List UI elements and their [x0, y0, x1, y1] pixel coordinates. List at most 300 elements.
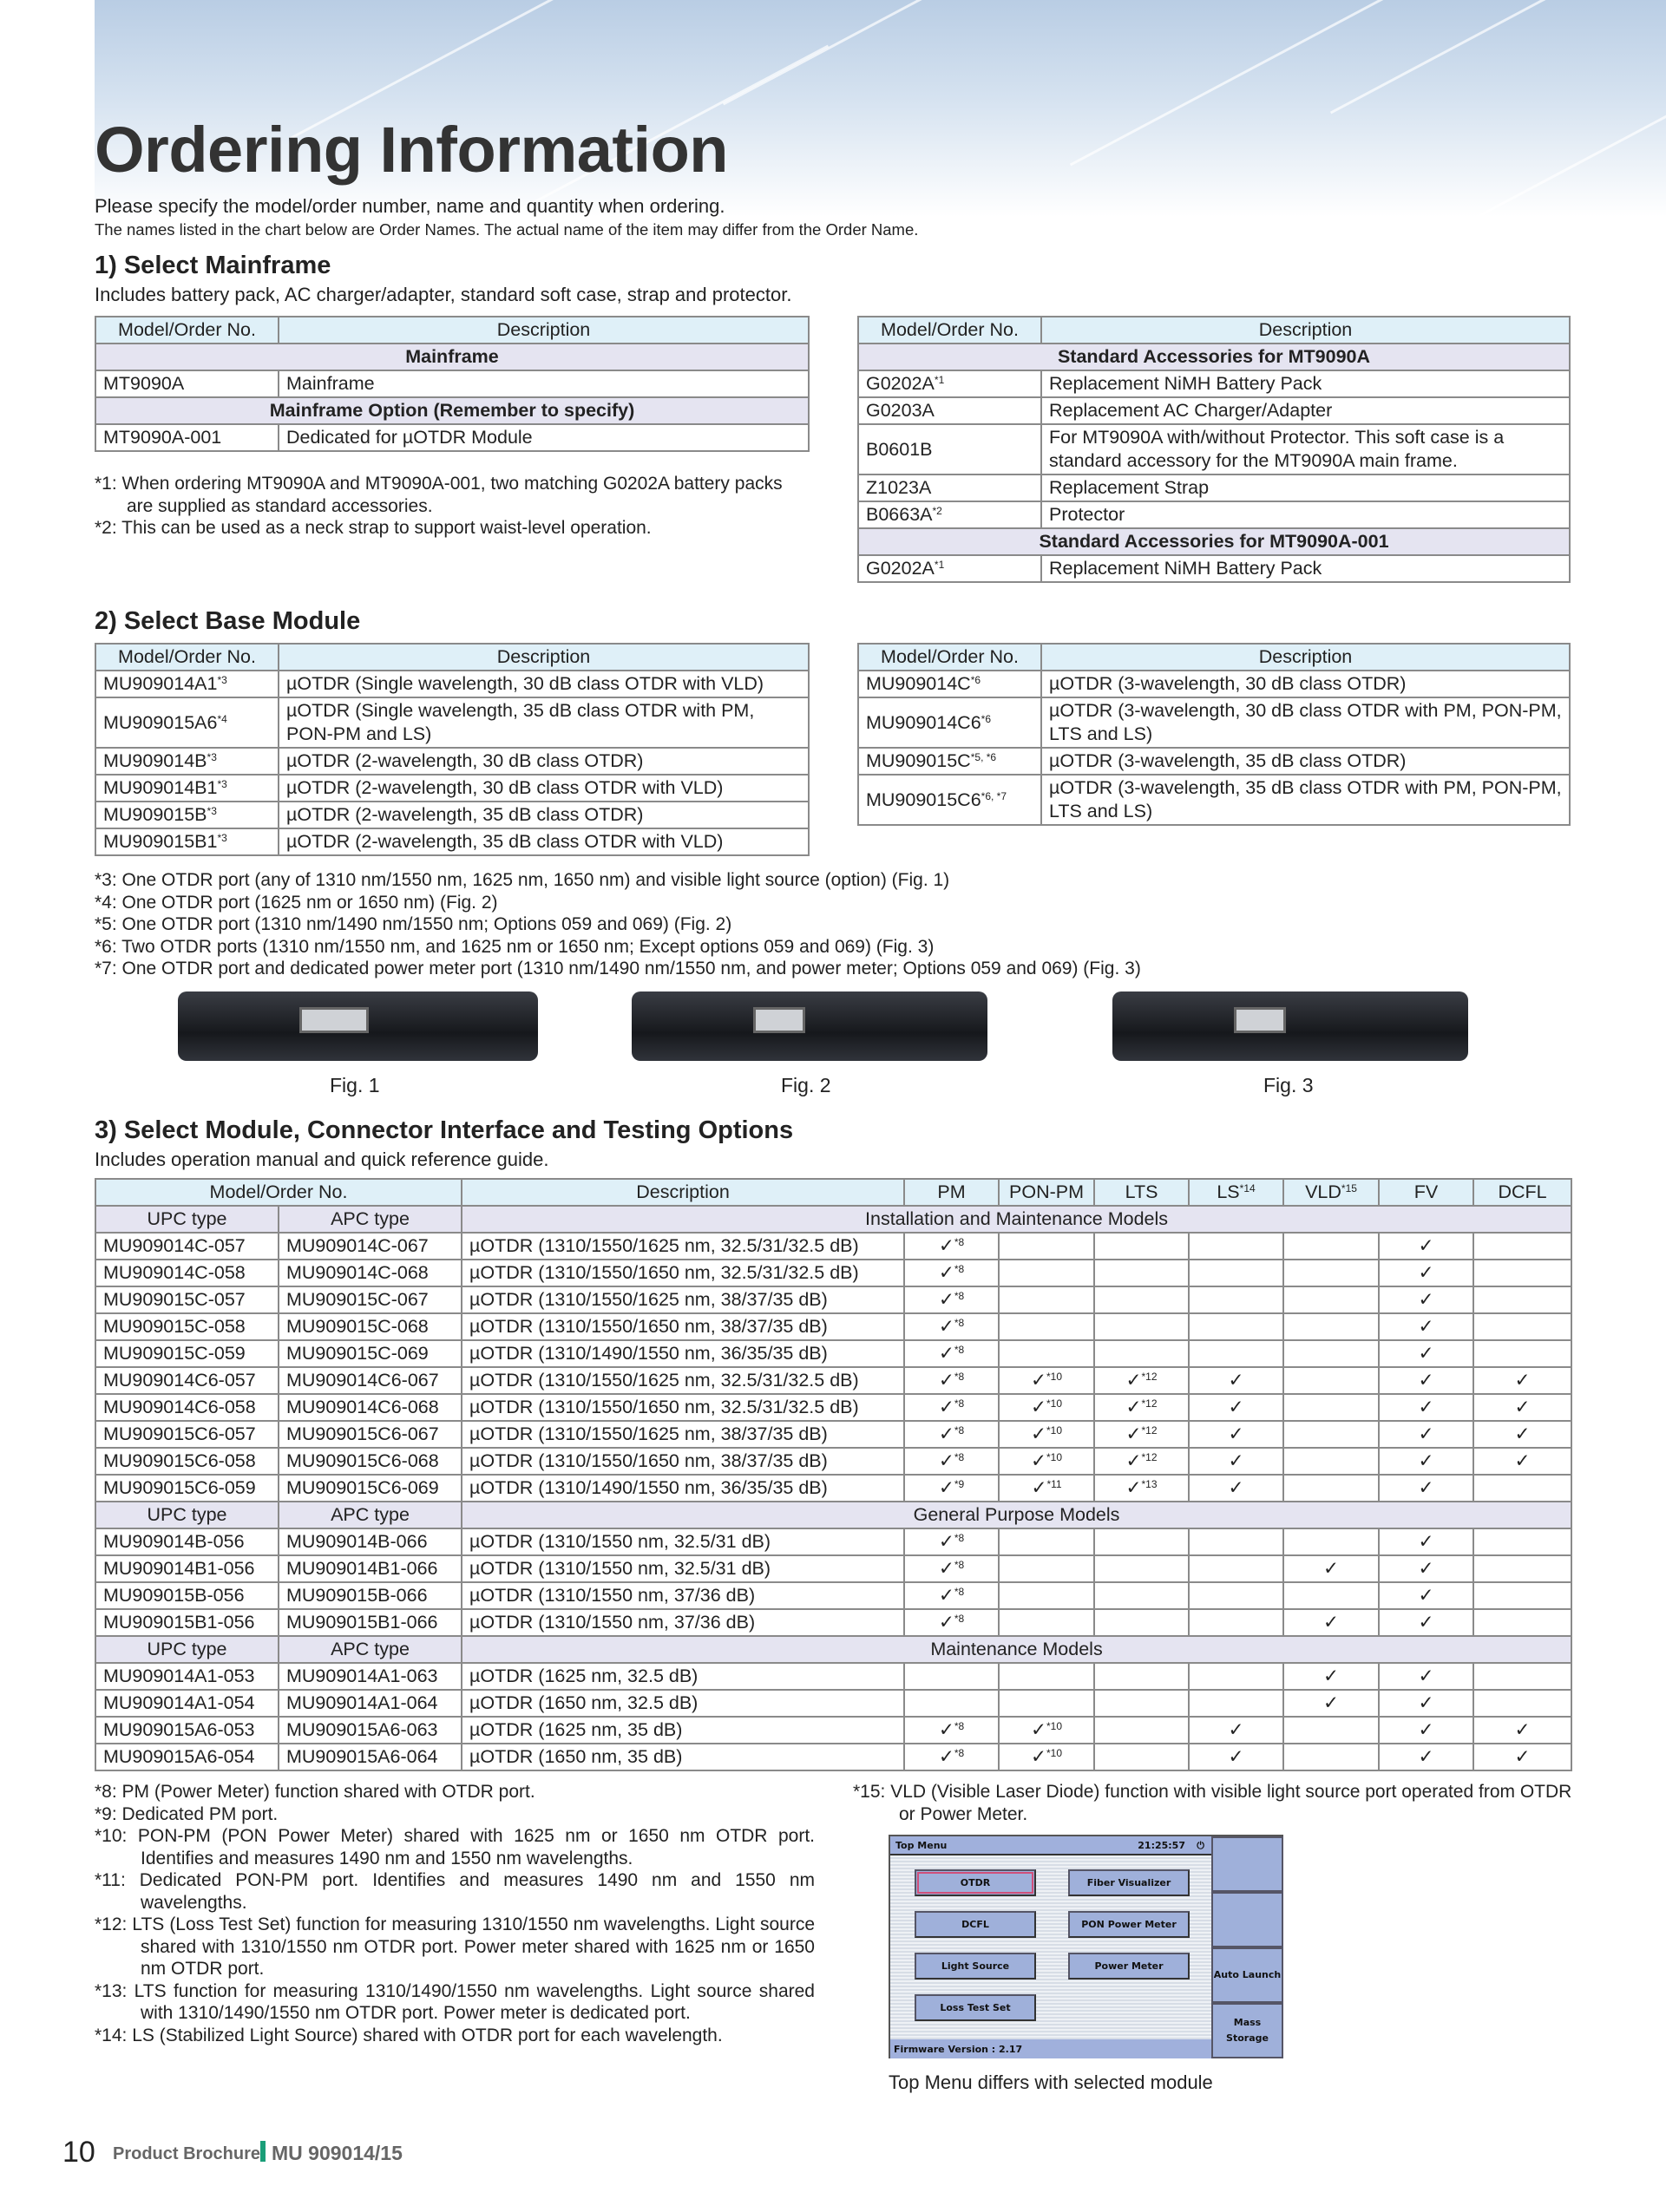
soft-key-2[interactable]	[1211, 1892, 1283, 1947]
model-number: MU909015A6	[103, 711, 218, 733]
option-cell-fv	[1379, 1286, 1473, 1313]
option-cell-ls	[1189, 1394, 1283, 1421]
option-cell-vld	[1283, 1286, 1379, 1313]
check-icon: ✓	[1323, 1666, 1340, 1686]
group-label: Maintenance Models	[462, 1636, 1571, 1663]
description-cell: µOTDR (3-wavelength, 35 dB class OTDR with PM, PON-PM, LTS and LS)	[1041, 775, 1570, 825]
option-name: DCFL	[1498, 1181, 1547, 1202]
option-cell-pm	[904, 1421, 999, 1448]
upc-model-cell: MU909014B-056	[95, 1528, 279, 1555]
section-1-subtext: Includes battery pack, AC charger/adapter, standard soft case, strap and protector.	[95, 284, 792, 305]
check-icon: ✓	[1418, 1746, 1434, 1767]
check-icon: ✓	[1418, 1397, 1434, 1417]
footnote-ref: *8	[954, 1424, 965, 1436]
option-cell-ls	[1189, 1313, 1283, 1340]
check-icon: ✓	[938, 1262, 954, 1283]
option-cell-pon-pm	[999, 1394, 1094, 1421]
option-cell-vld	[1283, 1475, 1379, 1502]
col-description-header: Description	[1041, 644, 1570, 671]
option-cell-vld	[1283, 1744, 1379, 1770]
footnote: *11: Dedicated PON-PM port. Identifies and measures 1490 nm and 1550 nm wavelengths.	[95, 1870, 815, 1913]
option-cell-pm	[904, 1340, 999, 1367]
group-label: Installation and Maintenance Models	[462, 1206, 1571, 1233]
footnote-ref: *3	[207, 751, 217, 763]
option-cell-dcfl	[1473, 1448, 1571, 1475]
footnote-ref: *3	[217, 778, 227, 790]
power-plug-icon: ⏻	[1197, 1840, 1204, 1851]
model-cell	[95, 697, 279, 748]
check-icon: ✓	[938, 1531, 954, 1552]
footnote-ref: *3	[217, 674, 227, 686]
description-cell: µOTDR (1310/1550 nm, 37/36 dB)	[462, 1582, 904, 1609]
col-fv-header	[1379, 1179, 1473, 1206]
group-label: Standard Accessories for MT9090A	[858, 344, 1570, 370]
description-cell: µOTDR (1310/1490/1550 nm, 36/35/35 dB)	[462, 1475, 904, 1502]
option-cell-ls	[1189, 1663, 1283, 1690]
option-cell-ls	[1189, 1528, 1283, 1555]
footnote: *3: One OTDR port (any of 1310 nm/1550 nm, 1625 nm, 1650 nm) and visible light source (option) (Fig. 1)	[95, 870, 950, 890]
description-cell: µOTDR (1625 nm, 32.5 dB)	[462, 1663, 904, 1690]
option-cell-lts	[1094, 1394, 1189, 1421]
option-cell-fv	[1379, 1421, 1473, 1448]
option-cell-pm	[904, 1609, 999, 1636]
option-cell-vld	[1283, 1313, 1379, 1340]
check-icon: ✓	[938, 1746, 954, 1767]
check-icon: ✓	[1418, 1450, 1434, 1471]
check-icon: ✓	[938, 1370, 954, 1391]
apc-model-cell: MU909015C-069	[279, 1340, 462, 1367]
option-cell-dcfl	[1473, 1717, 1571, 1744]
table-row	[95, 802, 809, 828]
table-row	[858, 474, 1570, 501]
upc-model-cell: MU909015A6-054	[95, 1744, 279, 1770]
section-2-notes	[95, 869, 1570, 980]
option-cell-pon-pm	[999, 1528, 1094, 1555]
screen-button-dcfl[interactable]: DCFL	[915, 1911, 1036, 1938]
col-vld-header	[1283, 1179, 1379, 1206]
soft-key-1[interactable]	[1211, 1836, 1283, 1892]
table-row	[95, 748, 809, 775]
check-icon: ✓	[1418, 1316, 1434, 1337]
option-cell-pon-pm	[999, 1421, 1094, 1448]
option-cell-pon-pm	[999, 1555, 1094, 1582]
screen-button-light-source[interactable]: Light Source	[915, 1953, 1036, 1980]
fig-3-image	[1112, 991, 1468, 1061]
check-icon: ✓	[1418, 1370, 1434, 1391]
footnote-ref: *8	[954, 1720, 965, 1732]
model-cell	[95, 802, 279, 828]
option-cell-vld	[1283, 1717, 1379, 1744]
col-description-header: Description	[462, 1179, 904, 1206]
option-cell-lts	[1094, 1286, 1189, 1313]
table-row	[858, 555, 1570, 582]
model-number: MU909014A1	[103, 673, 218, 694]
footnote-ref: *6	[981, 712, 992, 725]
group-label: Mainframe	[95, 344, 809, 370]
check-icon: ✓	[1228, 1370, 1244, 1391]
option-cell-pm	[904, 1555, 999, 1582]
description-cell: µOTDR (2-wavelength, 30 dB class OTDR with VLD)	[279, 775, 809, 802]
footnote-ref: *10	[1046, 1720, 1063, 1732]
option-cell-fv	[1379, 1744, 1473, 1770]
table-row	[95, 1421, 1571, 1448]
footnote: *1: When ordering MT9090A and MT9090A-001, two matching G0202A battery packs are supplied as standard accessories.	[95, 474, 783, 516]
option-cell-pm	[904, 1260, 999, 1286]
footnote-ref: *12	[1141, 1424, 1158, 1436]
option-cell-lts	[1094, 1717, 1189, 1744]
model-number: MU909014B1	[103, 777, 218, 798]
model-cell	[858, 424, 1041, 474]
check-icon: ✓	[1323, 1558, 1340, 1579]
description-cell: Replacement NiMH Battery Pack	[1041, 555, 1570, 582]
option-cell-ls	[1189, 1340, 1283, 1367]
option-cell-pon-pm	[999, 1286, 1094, 1313]
option-cell-fv	[1379, 1340, 1473, 1367]
option-cell-pm	[904, 1744, 999, 1770]
footnote-ref: *8	[954, 1613, 965, 1625]
section-1-heading: 1) Select Mainframe	[95, 252, 331, 279]
apc-model-cell: MU909014A1-063	[279, 1663, 462, 1690]
option-cell-pm	[904, 1582, 999, 1609]
option-cell-pm	[904, 1313, 999, 1340]
option-cell-lts	[1094, 1663, 1189, 1690]
screen-button-loss-test-set[interactable]: Loss Test Set	[915, 1994, 1036, 2021]
upc-model-cell: MU909014C6-058	[95, 1394, 279, 1421]
option-cell-dcfl	[1473, 1582, 1571, 1609]
footnote-ref: *6	[970, 674, 981, 686]
description-cell: µOTDR (Single wavelength, 30 dB class OTDR with VLD)	[279, 671, 809, 697]
footnote-ref: *8	[954, 1451, 965, 1463]
option-cell-vld	[1283, 1233, 1379, 1260]
soft-key-3[interactable]: Auto Launch	[1211, 1947, 1283, 2003]
option-cell-pm	[904, 1394, 999, 1421]
option-name: VLD	[1305, 1181, 1341, 1202]
option-cell-pm	[904, 1448, 999, 1475]
footer-accent-bar	[260, 2141, 266, 2162]
option-cell-fv	[1379, 1448, 1473, 1475]
footnote-ref: *8	[954, 1236, 965, 1248]
footnote-ref: *8	[954, 1559, 965, 1571]
check-icon: ✓	[1228, 1719, 1244, 1740]
screen-button-otdr[interactable]: OTDR	[915, 1869, 1036, 1896]
header-row	[95, 644, 809, 671]
upc-model-cell: MU909015B1-056	[95, 1609, 279, 1636]
table-row	[95, 1663, 1571, 1690]
option-cell-lts	[1094, 1609, 1189, 1636]
check-icon: ✓	[938, 1585, 954, 1606]
group-row	[858, 344, 1570, 370]
upc-model-cell: MU909015C-058	[95, 1313, 279, 1340]
description-cell: µOTDR (1310/1550 nm, 32.5/31 dB)	[462, 1528, 904, 1555]
col-pon-pm-header	[999, 1179, 1094, 1206]
module-options-table	[95, 1178, 1572, 1771]
check-icon: ✓	[1030, 1746, 1046, 1767]
model-number: Z1023A	[866, 477, 932, 498]
option-cell-pon-pm	[999, 1582, 1094, 1609]
footnote-ref: *1	[934, 559, 945, 571]
table-row	[95, 370, 809, 397]
check-icon: ✓	[1030, 1423, 1046, 1444]
col-model-header: Model/Order No.	[95, 1179, 462, 1206]
model-number: MU909014C6	[866, 711, 981, 733]
option-cell-fv	[1379, 1555, 1473, 1582]
option-name: LS	[1217, 1181, 1240, 1202]
footnote: *2: This can be used as a neck strap to support waist-level operation.	[95, 518, 652, 538]
upc-model-cell: MU909014C6-057	[95, 1367, 279, 1394]
firmware-version: Firmware Version : 2.17	[890, 2039, 1211, 2058]
option-cell-dcfl	[1473, 1609, 1571, 1636]
upc-type-label: UPC type	[95, 1206, 279, 1233]
apc-model-cell: MU909015C6-067	[279, 1421, 462, 1448]
option-cell-pon-pm	[999, 1609, 1094, 1636]
option-cell-vld	[1283, 1663, 1379, 1690]
check-icon: ✓	[1030, 1450, 1046, 1471]
option-cell-pon-pm	[999, 1313, 1094, 1340]
model-number: G0203A	[866, 400, 935, 421]
footnote: *7: One OTDR port and dedicated power meter port (1310 nm/1490 nm/1550 nm, and power meter; Options 059 and 069) (Fig. 3)	[95, 959, 1141, 978]
footnote-ref: *8	[954, 1397, 965, 1410]
apc-model-cell: MU909014C6-068	[279, 1394, 462, 1421]
option-cell-ls	[1189, 1233, 1283, 1260]
footnote-ref: *10	[1046, 1371, 1063, 1383]
table-row	[95, 1233, 1571, 1260]
footnote-ref: *6, *7	[981, 789, 1007, 802]
model-number: B0601B	[866, 438, 933, 460]
table-row	[95, 1313, 1571, 1340]
footer-product: MU 909014/15	[272, 2142, 403, 2164]
option-cell-fv	[1379, 1367, 1473, 1394]
group-label: Mainframe Option (Remember to specify)	[95, 397, 809, 424]
table-row	[95, 828, 809, 855]
description-cell: µOTDR (2-wavelength, 30 dB class OTDR)	[279, 748, 809, 775]
model-cell	[858, 474, 1041, 501]
option-cell-vld	[1283, 1528, 1379, 1555]
option-cell-dcfl	[1473, 1233, 1571, 1260]
apc-model-cell: MU909015A6-064	[279, 1744, 462, 1770]
section-3-heading: 3) Select Module, Connector Interface and Testing Options	[95, 1116, 794, 1144]
col-model-header: Model/Order No.	[95, 317, 279, 344]
option-cell-fv	[1379, 1313, 1473, 1340]
option-cell-pon-pm	[999, 1690, 1094, 1717]
table-row	[95, 1717, 1571, 1744]
upc-model-cell: MU909015C6-058	[95, 1448, 279, 1475]
table-row	[95, 1367, 1571, 1394]
table-row	[858, 697, 1570, 748]
footnote-ref: *3	[207, 805, 217, 817]
check-icon: ✓	[1228, 1397, 1244, 1417]
table-row	[95, 1528, 1571, 1555]
base-module-table-right	[857, 643, 1571, 826]
footnote-ref: *4	[217, 712, 227, 725]
option-cell-dcfl	[1473, 1260, 1571, 1286]
check-icon: ✓	[1418, 1343, 1434, 1364]
col-ls-header	[1189, 1179, 1283, 1206]
col-model-header: Model/Order No.	[95, 644, 279, 671]
check-icon: ✓	[938, 1423, 954, 1444]
description-cell: Protector	[1041, 501, 1570, 528]
soft-key-4[interactable]: Mass Storage	[1211, 2003, 1283, 2058]
header-row	[95, 1179, 1571, 1206]
description-cell: µOTDR (Single wavelength, 35 dB class OTDR with PM, PON-PM and LS)	[279, 697, 809, 748]
footnote: *15: VLD (Visible Laser Diode) function with visible light source port operated from OTDR or Power Meter.	[853, 1782, 1572, 1824]
col-description-header: Description	[1041, 317, 1570, 344]
option-cell-pm	[904, 1717, 999, 1744]
table-row	[95, 1448, 1571, 1475]
apc-model-cell: MU909015A6-063	[279, 1717, 462, 1744]
table-row	[95, 1394, 1571, 1421]
option-cell-lts	[1094, 1690, 1189, 1717]
col-description-header: Description	[279, 317, 809, 344]
option-cell-dcfl	[1473, 1367, 1571, 1394]
check-icon: ✓	[938, 1477, 954, 1498]
option-cell-lts	[1094, 1528, 1189, 1555]
table-row	[858, 370, 1570, 397]
apc-model-cell: MU909015C6-068	[279, 1448, 462, 1475]
option-cell-pm	[904, 1367, 999, 1394]
option-cell-ls	[1189, 1421, 1283, 1448]
table-row	[95, 1582, 1571, 1609]
check-icon: ✓	[1514, 1397, 1531, 1417]
upc-model-cell: MU909015B-056	[95, 1582, 279, 1609]
option-cell-ls	[1189, 1717, 1283, 1744]
model-cell	[858, 370, 1041, 397]
check-icon: ✓	[1228, 1450, 1244, 1471]
check-icon: ✓	[938, 1316, 954, 1337]
description-cell: Replacement NiMH Battery Pack	[1041, 370, 1570, 397]
description-cell: µOTDR (1310/1550/1650 nm, 38/37/35 dB)	[462, 1448, 904, 1475]
check-icon: ✓	[1030, 1719, 1046, 1740]
check-icon: ✓	[938, 1343, 954, 1364]
check-icon: ✓	[1031, 1477, 1047, 1498]
check-icon: ✓	[938, 1450, 954, 1471]
description-cell: µOTDR (1310/1490/1550 nm, 36/35/35 dB)	[462, 1340, 904, 1367]
option-cell-fv	[1379, 1717, 1473, 1744]
option-cell-dcfl	[1473, 1555, 1571, 1582]
check-icon: ✓	[1418, 1585, 1434, 1606]
option-cell-vld	[1283, 1367, 1379, 1394]
model-cell	[858, 397, 1041, 424]
model-cell	[858, 748, 1041, 775]
option-name: PON-PM	[1009, 1181, 1085, 1202]
check-icon: ✓	[1125, 1423, 1142, 1444]
option-cell-pm	[904, 1233, 999, 1260]
option-cell-dcfl	[1473, 1394, 1571, 1421]
model-number: MU909014C	[866, 673, 971, 694]
option-cell-dcfl	[1473, 1286, 1571, 1313]
fig-2-label: Fig. 2	[781, 1074, 831, 1096]
option-cell-pm	[904, 1663, 999, 1690]
check-icon: ✓	[1418, 1235, 1434, 1256]
screen-button-pon-power-meter[interactable]: PON Power Meter	[1068, 1911, 1190, 1938]
check-icon: ✓	[1228, 1746, 1244, 1767]
option-cell-pon-pm	[999, 1663, 1094, 1690]
option-cell-lts	[1094, 1475, 1189, 1502]
option-cell-ls	[1189, 1744, 1283, 1770]
group-row	[95, 1502, 1571, 1528]
check-icon: ✓	[1418, 1423, 1434, 1444]
footnote-ref: *8	[954, 1371, 965, 1383]
footnote-ref: *3	[217, 832, 227, 844]
description-cell: µOTDR (3-wavelength, 30 dB class OTDR with PM, PON-PM, LTS and LS)	[1041, 697, 1570, 748]
option-cell-ls	[1189, 1367, 1283, 1394]
footnote-ref: *8	[954, 1263, 965, 1275]
footnote-ref: *13	[1141, 1478, 1158, 1490]
fig-1-image	[178, 991, 538, 1061]
check-icon: ✓	[938, 1719, 954, 1740]
upc-model-cell: MU909015C6-059	[95, 1475, 279, 1502]
check-icon: ✓	[1323, 1692, 1340, 1713]
check-icon: ✓	[1125, 1450, 1142, 1471]
option-cell-vld	[1283, 1448, 1379, 1475]
apc-model-cell: MU909014C-067	[279, 1233, 462, 1260]
check-icon: ✓	[938, 1289, 954, 1310]
screen-button-fiber-visualizer[interactable]: Fiber Visualizer	[1068, 1869, 1190, 1896]
option-cell-fv	[1379, 1233, 1473, 1260]
option-cell-vld	[1283, 1582, 1379, 1609]
option-cell-lts	[1094, 1421, 1189, 1448]
option-cell-fv	[1379, 1475, 1473, 1502]
description-cell: µOTDR (1310/1550/1625 nm, 38/37/35 dB)	[462, 1421, 904, 1448]
table-row	[95, 1690, 1571, 1717]
option-name: FV	[1413, 1181, 1439, 1202]
option-cell-pon-pm	[999, 1744, 1094, 1770]
option-cell-ls	[1189, 1582, 1283, 1609]
upc-model-cell: MU909015C-057	[95, 1286, 279, 1313]
fig-1-label: Fig. 1	[330, 1074, 380, 1096]
option-cell-fv	[1379, 1609, 1473, 1636]
option-cell-pon-pm	[999, 1233, 1094, 1260]
model-cell	[95, 370, 279, 397]
apc-model-cell: MU909015C6-069	[279, 1475, 462, 1502]
option-cell-dcfl	[1473, 1421, 1571, 1448]
intro-note: The names listed in the chart below are Order Names. The actual name of the item may differ from the Order Name.	[95, 220, 919, 239]
top-menu-screenshot	[889, 1835, 1283, 2058]
table-row	[95, 1340, 1571, 1367]
apc-type-label: APC type	[279, 1636, 462, 1663]
screen-button-power-meter[interactable]: Power Meter	[1068, 1953, 1190, 1980]
upc-type-label: UPC type	[95, 1636, 279, 1663]
description-cell: µOTDR (3-wavelength, 35 dB class OTDR)	[1041, 748, 1570, 775]
upc-type-label: UPC type	[95, 1502, 279, 1528]
screen-title-bar	[890, 1836, 1211, 1855]
option-cell-pm	[904, 1475, 999, 1502]
footnote-ref: *11	[1046, 1478, 1062, 1490]
option-cell-ls	[1189, 1448, 1283, 1475]
section-2-heading: 2) Select Base Module	[95, 607, 361, 635]
model-number: MU909014B	[103, 750, 207, 771]
page-title: Ordering Information	[95, 114, 728, 186]
upc-model-cell: MU909015C-059	[95, 1340, 279, 1367]
footnote-ref: *8	[954, 1586, 965, 1598]
option-cell-lts	[1094, 1313, 1189, 1340]
option-cell-fv	[1379, 1394, 1473, 1421]
description-cell: µOTDR (1650 nm, 35 dB)	[462, 1744, 904, 1770]
option-cell-pon-pm	[999, 1717, 1094, 1744]
page-number: 10	[62, 2136, 95, 2169]
table-row	[95, 697, 809, 748]
option-cell-vld	[1283, 1690, 1379, 1717]
model-number: MU909015C6	[866, 789, 981, 810]
apc-type-label: APC type	[279, 1206, 462, 1233]
option-cell-dcfl	[1473, 1663, 1571, 1690]
check-icon: ✓	[1418, 1612, 1434, 1633]
description-cell: µOTDR (1650 nm, 32.5 dB)	[462, 1690, 904, 1717]
option-cell-lts	[1094, 1582, 1189, 1609]
description-cell: µOTDR (1310/1550/1625 nm, 38/37/35 dB)	[462, 1286, 904, 1313]
footnote: *12: LTS (Loss Test Set) function for measuring 1310/1550 nm wavelengths. Light source shared with 1310/1550 nm OTDR port. Power meter shared with 1625 nm or 1650 nm OTDR port.	[95, 1914, 815, 1979]
model-number: MU909015B1	[103, 831, 218, 852]
check-icon: ✓	[1030, 1370, 1046, 1391]
